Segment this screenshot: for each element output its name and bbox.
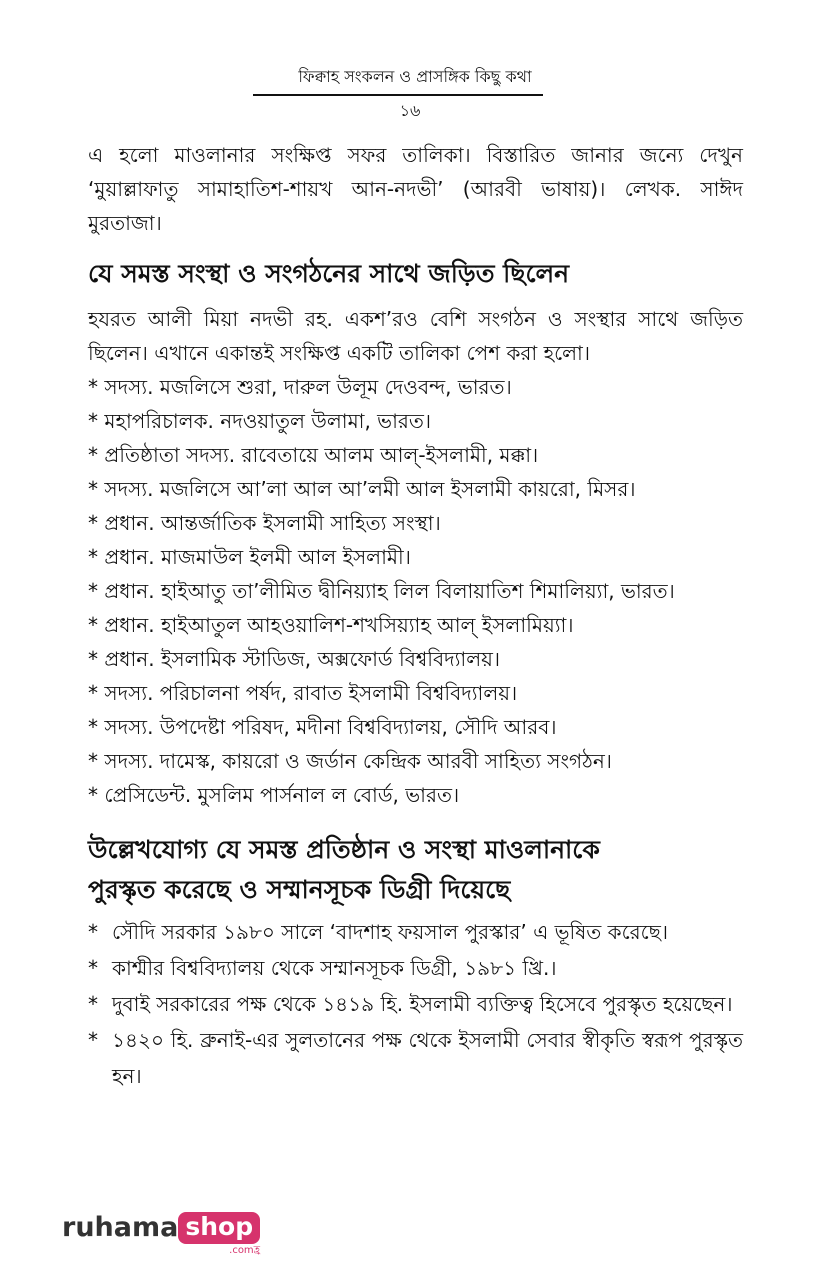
organizations-intro: হযরত আলী মিয়া নদভী রহ. একশ’রও বেশি সংগঠন ও সংস্থার সাথে জড়িত ছিলেন। এখানে একান্তই সংক্ষিপ্ত একটি তালিকা পেশ করা হলো। — [88, 307, 743, 365]
logo-shop-badge — [178, 1210, 260, 1257]
running-header: ফিক্বাহ সংকলন ও প্রাসঙ্গিক কিছু কথা — [298, 67, 532, 86]
logo-brand-text: ruhama — [62, 1212, 179, 1243]
list-item: * প্রধান. হাইআতু তা’লীমিত দ্বীনিয়্যাহ লিল বিলায়াতিশ শিমালিয়্যা, ভারত। — [88, 579, 675, 603]
header-rule — [253, 94, 543, 96]
list-item: * প্রধান. আন্তর্জাতিক ইসলামী সাহিত্য সংস্থা। — [88, 511, 441, 535]
award-text: কাশ্মীর বিশ্ববিদ্যালয় থেকে সম্মানসূচক ডিগ্রী, ১৯৮১ খ্রি.। — [112, 956, 557, 980]
list-item: * সদস্য. মজলিসে আ’লা আল আ’লমী আল ইসলামী কায়রো, মিসর। — [88, 477, 636, 501]
bullet-star: * — [88, 1028, 98, 1052]
list-item: * সদস্য. পরিচালনা পর্ষদ, রাবাত ইসলামী বিশ্ববিদ্যালয়। — [88, 681, 518, 705]
section-heading-organizations: যে সমস্ত সংস্থা ও সংগঠনের সাথে জড়িত ছিলেন — [88, 259, 570, 288]
list-item: * প্রধান. ইসলামিক স্টাডিজ, অক্সফোর্ড বিশ্ববিদ্যালয়। — [88, 647, 501, 671]
list-item: * মহাপরিচালক. নদওয়াতুল উলামা, ভারত। — [88, 409, 432, 433]
logo-shop-text: shop — [178, 1212, 260, 1244]
awards-heading-line-2: পুরস্কৃত করেছে ও সম্মানসূচক ডিগ্রী দিয়েছে — [88, 875, 511, 904]
bullet-star: * — [88, 992, 98, 1016]
list-item: * সদস্য. দামেস্ক, কায়রো ও জর্ডান কেন্দ্রিক আরবী সাহিত্য সংগঠন। — [88, 749, 612, 773]
bullet-star: * — [88, 920, 98, 944]
award-text: সৌদি সরকার ১৯৮০ সালে ‘বাদশাহ ফয়সাল পুরস্কার’ এ ভূষিত করেছে। — [112, 920, 668, 944]
list-item: * প্রেসিডেন্ট. মুসলিম পার্সনাল ল বোর্ড, ভারত। — [88, 783, 460, 807]
awards-list — [88, 914, 743, 1094]
section-heading-awards — [88, 830, 743, 910]
award-item — [88, 950, 743, 986]
award-text: ১৪২০ হি. ব্রুনাই-এর সুলতানের পক্ষ থেকে ইসলামী সেবার স্বীকৃতি স্বরূপ পুরস্কৃত হন। — [112, 1028, 743, 1088]
page-number: ১৬ — [399, 101, 421, 120]
intro-paragraph: এ হলো মাওলানার সংক্ষিপ্ত সফর তালিকা। বিস্তারিত জানার জন্যে দেখুন ‘মুয়াল্লাফাতু সামাহাতিশ-শায়খ আন-নদভী’ (আরবী ভাষায়)। লেখক. সাঈদ মুরতাজা। — [88, 143, 743, 235]
bullet-star: * — [88, 956, 98, 980]
organizations-list — [88, 370, 743, 812]
list-item: * প্রতিষ্ঠাতা সদস্য. রাবেতায়ে আলম আল্-ইসলামী, মক্কা। — [88, 443, 539, 467]
list-item: * প্রধান. মাজমাউল ইলমী আল ইসলামী। — [88, 545, 411, 569]
page-content — [88, 138, 743, 1094]
ruhamashop-logo — [62, 1210, 261, 1256]
list-item: * প্রধান. হাইআতুল আহওয়ালিশ-শখসিয়্যাহ আল্ ইসলামিয়্যা। — [88, 613, 574, 637]
award-text: দুবাই সরকারের পক্ষ থেকে ১৪১৯ হি. ইসলামী ব্যক্তিত্ব হিসেবে পুরস্কৃত হয়েছেন। — [112, 992, 733, 1016]
award-item — [88, 986, 743, 1022]
award-item — [88, 1022, 743, 1094]
list-item: * সদস্য. মজলিসে শুরা, দারুল উলূম দেওবন্দ, ভারত। — [88, 375, 512, 399]
awards-heading-line-1: উল্লেখযোগ্য যে সমস্ত প্রতিষ্ঠান ও সংস্থা মাওলানাকে — [88, 835, 600, 864]
logo-domain-text: .comহ্র — [229, 1245, 261, 1256]
list-item: * সদস্য. উপদেষ্টা পরিষদ, মদীনা বিশ্ববিদ্যালয়, সৌদি আরব। — [88, 715, 557, 739]
award-item — [88, 914, 743, 950]
